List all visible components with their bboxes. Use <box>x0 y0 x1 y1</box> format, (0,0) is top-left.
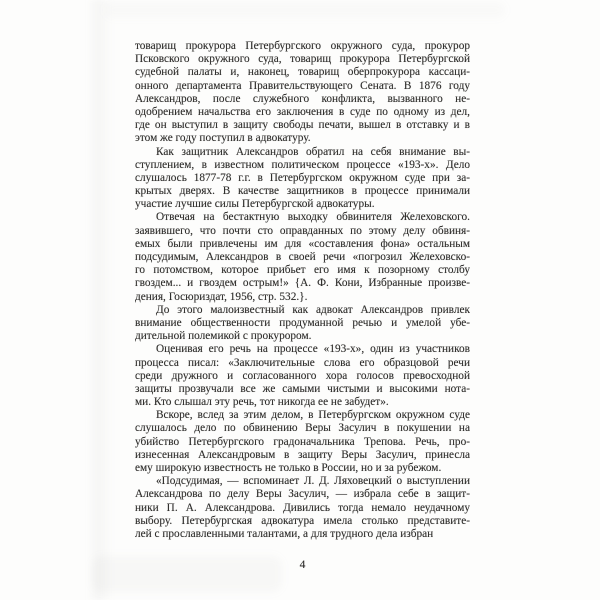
text-line: слушалось 1877-78 г.г. в Петербургском окружном суде при за- <box>135 171 470 184</box>
text-line: заявившего, что почти сто оправданных по этому делу обвиня- <box>135 224 470 237</box>
text-line: Александрова по делу Веры Засулич, — избрала себе в защит- <box>135 488 470 501</box>
text-line: лей с прославленными талантами, а для трудного дела избран <box>135 527 434 540</box>
text-block <box>135 40 470 541</box>
text-line: изнесенная Александровым в защиту Веры Засулич, принесла <box>135 448 470 461</box>
text-line: процесса писал: «Заключительные слова его образцовой речи <box>135 356 470 369</box>
page-number: 4 <box>299 559 306 571</box>
text-line: товарищ прокурора Петербургского окружного суда, прокурор <box>135 40 470 52</box>
text-line: этом же году поступил в адвокатуру. <box>135 132 311 145</box>
text-line: онного департамента Правительствующего Сената. В 1876 году <box>135 79 470 92</box>
text-line: подсудимым, Александров в своей речи «погрозил Желеховско- <box>135 251 470 263</box>
text-line: Отвечая на бестактную выходку обвинителя Желеховского. <box>156 211 470 224</box>
text-line: убийство Петербургского градоначальника Трепова. Речь, про- <box>135 435 470 448</box>
text-line: защиты прозвучали все же самыми чистыми и высокими нота- <box>135 382 470 395</box>
text-line: ему широкую известность не только в России, но и за рубежом. <box>135 462 442 474</box>
text-line: ступлением, в известном политическом процессе «193-х». Дело <box>135 158 470 171</box>
text-line: выбору. Петербургская адвокатура имела столько представите- <box>135 514 470 527</box>
text-line: Вскоре, вслед за этим делом, в Петербургском окружном суде <box>156 409 470 422</box>
text-line: дительной полемикой с прокурором. <box>135 330 312 343</box>
text-line: емых были привлечены им для «составления фона» остальным <box>135 237 470 250</box>
text-line: внимание общественности продуманной речью и умелой убе- <box>135 316 470 329</box>
text-line: Псковского окружного суда, товарищ прокурора Петербургской <box>135 53 470 66</box>
text-line: До этого малоизвестный как адвокат Александров привлек <box>156 303 470 316</box>
text-line: одобрением начальства его заключения в суде по одному из дел, <box>135 105 470 118</box>
text-line: где он выступил в защиту свободы печати, вышел в отставку и в <box>135 119 470 132</box>
scan-gutter-shadow <box>86 0 114 600</box>
text-line: крытых дверях. В качестве защитников в процессе принимали <box>135 185 470 198</box>
text-line: среди дружного и согласованного хора голосов превосходной <box>135 369 470 382</box>
text-line: слушалось дело по обвинению Веры Засулич в покушении на <box>135 422 470 435</box>
text-line: гвоздем... и гвоздем острым!» {А. Ф. Кони, Избранные произве- <box>135 277 470 290</box>
text-line: дения, Госюриздат, 1956, стр. 532.}. <box>135 290 308 303</box>
text-line: Александров, после служебного конфликта, вызванного не- <box>135 92 470 105</box>
text-line: ники П. А. Александрова. Дивились тогда немало неудачному <box>135 501 470 514</box>
text-line: Оценивая его речь на процессе «193-х», один из участников <box>156 343 470 356</box>
text-line: «Подсудимая, — вспоминает Л. Д. Ляховецкий о выступлении <box>156 475 470 488</box>
scan-noise-top <box>105 2 505 18</box>
text-line: ми. Кто слышал эту речь, тот никогда ее не забудет». <box>135 396 389 409</box>
text-line: судебной палаты и, наконец, товарищ оберпрокурора кассаци- <box>135 66 470 79</box>
text-line: го потомством, которое прибьет его имя к позорному столбу <box>135 264 470 277</box>
text-line: Как защитник Александров обратил на себя внимание вы- <box>156 145 470 158</box>
text-line: участие лучшие силы Петербургской адвокатуры. <box>135 198 375 211</box>
